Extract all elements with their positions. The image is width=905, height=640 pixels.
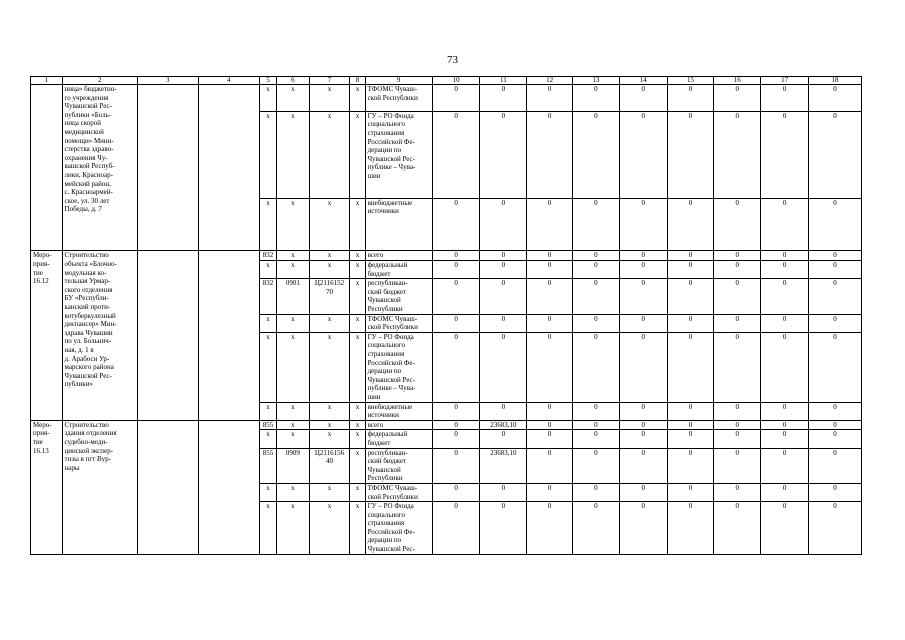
target-article-cell: x (309, 85, 350, 112)
funding-source-cell: внебюджетные источники (365, 198, 432, 251)
value-cell-col12: 0 (527, 85, 573, 112)
value-cell-col11: 0 (480, 314, 527, 332)
value-cell-col11: 0 (480, 430, 527, 448)
grbs-code-cell: x (259, 85, 276, 112)
section-code-cell: x (277, 198, 310, 251)
section-code-cell: x (277, 85, 310, 112)
funding-source-cell: республикан- ский бюджет Чувашской Республики (365, 279, 432, 314)
grbs-code-cell: x (259, 332, 276, 402)
grbs-code-cell: x (259, 402, 276, 420)
event-description-cell: ница» бюджетно- го учреждения Чувашской Рес- публики «Боль- ница скорой медицинской помощи» Мини- стерства здраво- охранения Чу- вашской Респуб- лики, Красноар- мейский район, с. Красноармей- ское, ул. 30 лет Победы, д. 7 (62, 85, 137, 251)
value-cell-col17: 0 (761, 332, 809, 402)
section-code-cell: x (277, 251, 310, 261)
table-header-row (31, 77, 862, 85)
value-cell-col11: 23683,10 (480, 420, 527, 430)
value-cell-col17: 0 (761, 251, 809, 261)
value-cell-col14: 0 (619, 260, 667, 278)
value-cell-col12: 0 (527, 502, 573, 555)
value-cell-col15: 0 (667, 420, 714, 430)
value-cell-col14: 0 (619, 111, 667, 198)
value-cell-col11: 0 (480, 111, 527, 198)
value-cell-col10: 0 (432, 430, 480, 448)
value-cell-col13: 0 (573, 402, 620, 420)
value-cell-col16: 0 (714, 420, 761, 430)
value-cell-col13: 0 (573, 279, 620, 314)
value-cell-col14: 0 (619, 85, 667, 112)
value-cell-col18: 0 (808, 251, 861, 261)
table-row (31, 420, 862, 430)
value-cell-col12: 0 (527, 402, 573, 420)
value-cell-col10: 0 (432, 448, 480, 483)
value-cell-col15: 0 (667, 111, 714, 198)
value-cell-col14: 0 (619, 483, 667, 501)
column-header: 10 (432, 77, 480, 85)
value-cell-col13: 0 (573, 198, 620, 251)
value-cell-col17: 0 (761, 85, 809, 112)
value-cell-col15: 0 (667, 279, 714, 314)
grbs-code-cell: x (259, 483, 276, 501)
value-cell-col12: 0 (527, 332, 573, 402)
funding-source-cell: ТФОМС Чуваш- ской Республики (365, 314, 432, 332)
column-header: 15 (667, 77, 714, 85)
empty-cell-col3 (137, 85, 198, 251)
value-cell-col18: 0 (808, 332, 861, 402)
empty-cell-col4 (198, 251, 259, 420)
funding-source-cell: ГУ – РО Фонда социального страхования Российской Фе- дерации по Чувашской Рес- публике – Чува- шии (365, 332, 432, 402)
value-cell-col18: 0 (808, 198, 861, 251)
value-cell-col16: 0 (714, 111, 761, 198)
budget-table (30, 76, 862, 555)
value-cell-col12: 0 (527, 198, 573, 251)
grbs-code-cell: x (259, 260, 276, 278)
table-body (31, 77, 862, 555)
target-article-cell: x (309, 402, 350, 420)
value-cell-col12: 0 (527, 111, 573, 198)
column-header: 11 (480, 77, 527, 85)
value-cell-col16: 0 (714, 402, 761, 420)
value-cell-col18: 0 (808, 483, 861, 501)
expense-type-cell: x (350, 85, 365, 112)
value-cell-col15: 0 (667, 314, 714, 332)
empty-cell-col3 (137, 420, 198, 554)
value-cell-col16: 0 (714, 260, 761, 278)
value-cell-col11: 0 (480, 502, 527, 555)
empty-cell-col4 (198, 420, 259, 554)
target-article-cell: x (309, 483, 350, 501)
funding-source-cell: федеральный бюджет (365, 430, 432, 448)
expense-type-cell: x (350, 483, 365, 501)
value-cell-col13: 0 (573, 85, 620, 112)
value-cell-col10: 0 (432, 251, 480, 261)
value-cell-col10: 0 (432, 260, 480, 278)
value-cell-col15: 0 (667, 251, 714, 261)
column-header: 6 (277, 77, 310, 85)
page-number: 73 (447, 54, 458, 66)
value-cell-col11: 0 (480, 198, 527, 251)
value-cell-col15: 0 (667, 483, 714, 501)
value-cell-col18: 0 (808, 260, 861, 278)
event-description-cell: Строительство здания отделения судебно-меди- цинской экспер- тизы в пгт Вур- нары (62, 420, 137, 554)
value-cell-col14: 0 (619, 448, 667, 483)
value-cell-col14: 0 (619, 420, 667, 430)
funding-source-cell: всего (365, 420, 432, 430)
funding-source-cell: ТФОМС Чуваш- ской Республики (365, 483, 432, 501)
value-cell-col11: 0 (480, 483, 527, 501)
expense-type-cell: x (350, 402, 365, 420)
value-cell-col17: 0 (761, 314, 809, 332)
value-cell-col17: 0 (761, 448, 809, 483)
value-cell-col10: 0 (432, 502, 480, 555)
value-cell-col12: 0 (527, 483, 573, 501)
expense-type-cell: x (350, 420, 365, 430)
value-cell-col18: 0 (808, 111, 861, 198)
grbs-code-cell: 832 (259, 251, 276, 261)
column-header: 12 (527, 77, 573, 85)
grbs-code-cell: 855 (259, 420, 276, 430)
expense-type-cell: x (350, 260, 365, 278)
section-code-cell: x (277, 483, 310, 501)
value-cell-col17: 0 (761, 198, 809, 251)
grbs-code-cell: 855 (259, 448, 276, 483)
expense-type-cell: x (350, 332, 365, 402)
value-cell-col16: 0 (714, 483, 761, 501)
column-header: 13 (573, 77, 620, 85)
value-cell-col15: 0 (667, 448, 714, 483)
expense-type-cell: x (350, 448, 365, 483)
section-code-cell: x (277, 502, 310, 555)
value-cell-col13: 0 (573, 260, 620, 278)
funding-source-cell: ТФОМС Чуваш- ской Республики (365, 85, 432, 112)
section-code-cell: x (277, 314, 310, 332)
value-cell-col18: 0 (808, 402, 861, 420)
value-cell-col14: 0 (619, 279, 667, 314)
section-code-cell: x (277, 430, 310, 448)
column-header: 9 (365, 77, 432, 85)
value-cell-col13: 0 (573, 483, 620, 501)
expense-type-cell: x (350, 198, 365, 251)
section-code-cell: x (277, 420, 310, 430)
table-row (31, 85, 862, 112)
expense-type-cell: x (350, 314, 365, 332)
value-cell-col12: 0 (527, 430, 573, 448)
target-article-cell: x (309, 314, 350, 332)
value-cell-col15: 0 (667, 402, 714, 420)
value-cell-col13: 0 (573, 502, 620, 555)
empty-cell-col4 (198, 85, 259, 251)
funding-source-cell: федеральный бюджет (365, 260, 432, 278)
value-cell-col10: 0 (432, 420, 480, 430)
grbs-code-cell: 832 (259, 279, 276, 314)
grbs-code-cell: x (259, 430, 276, 448)
value-cell-col13: 0 (573, 111, 620, 198)
target-article-cell: x (309, 430, 350, 448)
column-header: 4 (198, 77, 259, 85)
section-code-cell: x (277, 402, 310, 420)
value-cell-col12: 0 (527, 420, 573, 430)
section-code-cell: 0901 (277, 279, 310, 314)
section-code-cell: x (277, 260, 310, 278)
grbs-code-cell: x (259, 111, 276, 198)
event-number-cell (31, 85, 63, 251)
column-header: 18 (808, 77, 861, 85)
section-code-cell: x (277, 111, 310, 198)
value-cell-col10: 0 (432, 483, 480, 501)
value-cell-col17: 0 (761, 402, 809, 420)
column-header: 7 (309, 77, 350, 85)
value-cell-col15: 0 (667, 198, 714, 251)
value-cell-col10: 0 (432, 279, 480, 314)
column-header: 8 (350, 77, 365, 85)
value-cell-col12: 0 (527, 260, 573, 278)
target-article-cell: x (309, 111, 350, 198)
value-cell-col11: 0 (480, 85, 527, 112)
value-cell-col13: 0 (573, 430, 620, 448)
funding-source-cell: всего (365, 251, 432, 261)
value-cell-col13: 0 (573, 251, 620, 261)
column-header: 17 (761, 77, 809, 85)
column-header: 2 (62, 77, 137, 85)
grbs-code-cell: x (259, 314, 276, 332)
value-cell-col13: 0 (573, 314, 620, 332)
expense-type-cell: x (350, 430, 365, 448)
value-cell-col18: 0 (808, 502, 861, 555)
value-cell-col12: 0 (527, 279, 573, 314)
value-cell-col13: 0 (573, 448, 620, 483)
value-cell-col16: 0 (714, 502, 761, 555)
value-cell-col10: 0 (432, 332, 480, 402)
value-cell-col18: 0 (808, 420, 861, 430)
event-description-cell: Строительство объекта «Блочно- модульная ко- тельная Урмар- ского отделения БУ «Республи- канский проти- вотуберкулезный диспансер» Мин- здрава Чувашии по ул. Больнич- ная, д. 1 в д. Арабоси Ур- марского района Чувашской Рес- публики» (62, 251, 137, 420)
value-cell-col16: 0 (714, 85, 761, 112)
value-cell-col16: 0 (714, 251, 761, 261)
funding-source-cell: республикан- ский бюджет Чувашской Республики (365, 448, 432, 483)
target-article-cell: x (309, 251, 350, 261)
value-cell-col17: 0 (761, 279, 809, 314)
value-cell-col18: 0 (808, 314, 861, 332)
value-cell-col16: 0 (714, 332, 761, 402)
value-cell-col14: 0 (619, 402, 667, 420)
value-cell-col16: 0 (714, 198, 761, 251)
funding-source-cell: ГУ – РО Фонда социального страхования Российской Фе- дерации по Чувашской Рес- публике – Чува- шии (365, 111, 432, 198)
target-article-cell: x (309, 260, 350, 278)
value-cell-col14: 0 (619, 332, 667, 402)
value-cell-col14: 0 (619, 314, 667, 332)
value-cell-col12: 0 (527, 314, 573, 332)
value-cell-col17: 0 (761, 260, 809, 278)
value-cell-col16: 0 (714, 448, 761, 483)
expense-type-cell: x (350, 279, 365, 314)
value-cell-col15: 0 (667, 85, 714, 112)
value-cell-col17: 0 (761, 111, 809, 198)
value-cell-col15: 0 (667, 430, 714, 448)
value-cell-col17: 0 (761, 420, 809, 430)
value-cell-col10: 0 (432, 85, 480, 112)
grbs-code-cell: x (259, 198, 276, 251)
column-header: 5 (259, 77, 276, 85)
event-number-cell: Меро- прия- тие 16.13 (31, 420, 63, 554)
value-cell-col10: 0 (432, 111, 480, 198)
column-header: 1 (31, 77, 63, 85)
table-row (31, 251, 862, 261)
value-cell-col18: 0 (808, 448, 861, 483)
value-cell-col11: 0 (480, 279, 527, 314)
value-cell-col12: 0 (527, 448, 573, 483)
funding-source-cell: ГУ – РО Фонда социального страхования Российской Фе- дерации по Чувашской Рес- (365, 502, 432, 555)
value-cell-col13: 0 (573, 420, 620, 430)
column-header: 3 (137, 77, 198, 85)
value-cell-col15: 0 (667, 332, 714, 402)
column-header: 14 (619, 77, 667, 85)
target-article-cell: Ц2116156 40 (309, 448, 350, 483)
value-cell-col10: 0 (432, 198, 480, 251)
section-code-cell: x (277, 332, 310, 402)
value-cell-col10: 0 (432, 402, 480, 420)
value-cell-col14: 0 (619, 502, 667, 555)
value-cell-col11: 0 (480, 332, 527, 402)
value-cell-col18: 0 (808, 85, 861, 112)
value-cell-col13: 0 (573, 332, 620, 402)
value-cell-col18: 0 (808, 279, 861, 314)
value-cell-col11: 0 (480, 260, 527, 278)
value-cell-col11: 0 (480, 402, 527, 420)
value-cell-col11: 23683,10 (480, 448, 527, 483)
column-header: 16 (714, 77, 761, 85)
value-cell-col17: 0 (761, 430, 809, 448)
value-cell-col14: 0 (619, 430, 667, 448)
empty-cell-col3 (137, 251, 198, 420)
value-cell-col18: 0 (808, 430, 861, 448)
value-cell-col17: 0 (761, 483, 809, 501)
event-number-cell: Меро- прия- тие 16.12 (31, 251, 63, 420)
value-cell-col12: 0 (527, 251, 573, 261)
value-cell-col16: 0 (714, 430, 761, 448)
expense-type-cell: x (350, 111, 365, 198)
target-article-cell: x (309, 420, 350, 430)
expense-type-cell: x (350, 251, 365, 261)
value-cell-col17: 0 (761, 502, 809, 555)
value-cell-col14: 0 (619, 198, 667, 251)
expense-type-cell: x (350, 502, 365, 555)
value-cell-col14: 0 (619, 251, 667, 261)
value-cell-col11: 0 (480, 251, 527, 261)
funding-source-cell: внебюджетные источники (365, 402, 432, 420)
value-cell-col16: 0 (714, 279, 761, 314)
value-cell-col15: 0 (667, 502, 714, 555)
target-article-cell: Ц2116152 70 (309, 279, 350, 314)
target-article-cell: x (309, 332, 350, 402)
target-article-cell: x (309, 502, 350, 555)
section-code-cell: 0909 (277, 448, 310, 483)
value-cell-col10: 0 (432, 314, 480, 332)
target-article-cell: x (309, 198, 350, 251)
value-cell-col16: 0 (714, 314, 761, 332)
grbs-code-cell: x (259, 502, 276, 555)
value-cell-col15: 0 (667, 260, 714, 278)
